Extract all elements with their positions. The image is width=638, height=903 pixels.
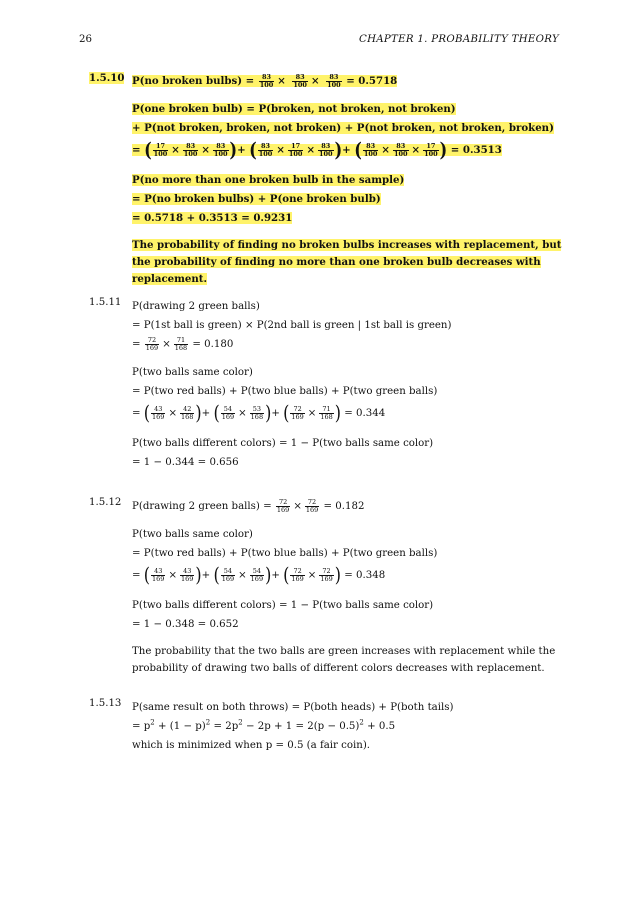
equation-line: P(no more than one broken bulb in the sample) [132,174,405,186]
equation-result: = 0.5718 [346,75,398,87]
equation-line: P(drawing 2 green balls) [132,301,260,312]
conclusion-paragraph: The probability of finding no broken bulbs increases with replacement, but the probability of finding no more than one broken bulb decreases with replacement. [132,239,562,285]
problem-number: 1.5.11 [89,297,122,308]
equation-line: P(one broken bulb) = P(broken, not broken, not broken) [132,103,456,115]
equation-line: P(two balls different colors) = 1 − P(two balls same color) [132,600,434,611]
equation-line: P(same result on both throws) = P(both heads) + P(both tails) [132,702,454,713]
problem-number: 1.5.12 [89,497,122,508]
fraction: $\frac{83}{100}$ [327,72,341,89]
equation-line: = $p^2 + (1 - p)^2 = 2p^2 - 2p + 1 = 2(p - 0.5)^2 + 0.5$ [132,718,396,732]
equation-line: = P(1st ball is green) × P(2nd ball is green | 1st ball is green) [132,320,452,331]
problem-number: 1.5.10 [89,72,125,84]
page-number: 26 [79,34,92,45]
equation-text: P(no broken bulbs) = [132,75,258,87]
problem-body: P(drawing 2 green balls) = P(1st ball is green) × P(2nd ball is green | 1st ball is green) = $\frac{72}{169}$ × $\frac{71}{168}$ = 0.180 P(two balls same color) = P(two red balls) + P(two blue balls) + P(two green balls) = ( $\frac{43}{169}$ × $\frac{42}{168}$ )+ ( $\frac{54}{169}$ × $\frac{53}{168}$ )+ ( $\frac{72}{169}$ × $\frac{71}{168}$ ) = 0.344 P(two balls different colors) = 1 − P(two balls same color) = 1 − 0.344 = 0.656 [132,297,562,472]
conclusion-paragraph: The probability that the two balls are green increases with replacement while the probability of drawing two balls of different colors decreases with replacement. [132,646,556,674]
equation-line: + P(not broken, broken, not broken) + P(not broken, not broken, broken) [132,122,554,134]
chapter-title: CHAPTER 1. PROBABILITY THEORY [358,34,559,45]
equation-line: = 1 − 0.344 = 0.656 [132,457,239,468]
page-header [79,34,559,48]
problem-body: P(drawing 2 green balls) = $\frac{72}{169}$ × $\frac{72}{169}$ = 0.182 P(two balls same color) = P(two red balls) + P(two blue balls) + P(two green balls) = ( $\frac{43}{169}$ × $\frac{43}{169}$ )+ ( $\frac{54}{169}$ × $\frac{54}{169}$ )+ ( $\frac{72}{169}$ × $\frac{72}{169}$ ) = 0.348 P(two balls different colors) = 1 − P(two balls same color) = 1 − 0.348 = 0.652 The probability that the two balls are green increases with replacement while the probability of drawing two balls of different colors decreases with replacement. [132,497,562,677]
equation-line: = P(two red balls) + P(two blue balls) + P(two green balls) [132,548,438,559]
equation-line: P(two balls same color) [132,529,253,540]
fraction: $\frac{83}{100}$ [293,72,307,89]
equation-line: P(two balls same color) [132,367,253,378]
problem-body [132,698,562,755]
equation-line: = P(no broken bulbs) + P(one broken bulb) [132,193,381,205]
problem-number: 1.5.13 [89,698,122,709]
fraction: $\frac{83}{100}$ [259,72,274,89]
equation-line: P(two balls different colors) = 1 − P(two balls same color) [132,438,434,449]
equation-line: which is minimized when p = 0.5 (a fair coin). [132,740,371,751]
equation-line: = 0.5718 + 0.3513 = 0.9231 [132,212,293,224]
equation-line: = P(two red balls) + P(two blue balls) + P(two green balls) [132,386,438,397]
equation-line: = 1 − 0.348 = 0.652 [132,619,239,630]
problem-body: P(no broken bulbs) = $\frac{83}{100}$ × $\frac{83}{100}$ × $\frac{83}{100}$ = 0.5718 P(one broken bulb) = P(broken, not broken, not broken) + P(not broken, broken, not broken) + P(not broken, not broken, broken) = ( $\frac{17}{100}$ × $\frac{83}{100}$ × $\frac{83}{100}$ )+ ( $\frac{83}{100}$ × $\frac{17}{100}$ × $\frac{83}{100}$ )+ ( $\frac{83}{100}$ × $\frac{83}{100}$ × $\frac{17}{100}$ ) = 0.3513 P(no more than one broken bulb in the sample) = P(no broken bulbs) + P(one broken bulb) = 0.5718 + 0.3513 = 0.9231 The probability of finding no broken bulbs increases with replacement, but the probability of finding no more than one broken bulb decreases with replacement. [132,72,562,285]
